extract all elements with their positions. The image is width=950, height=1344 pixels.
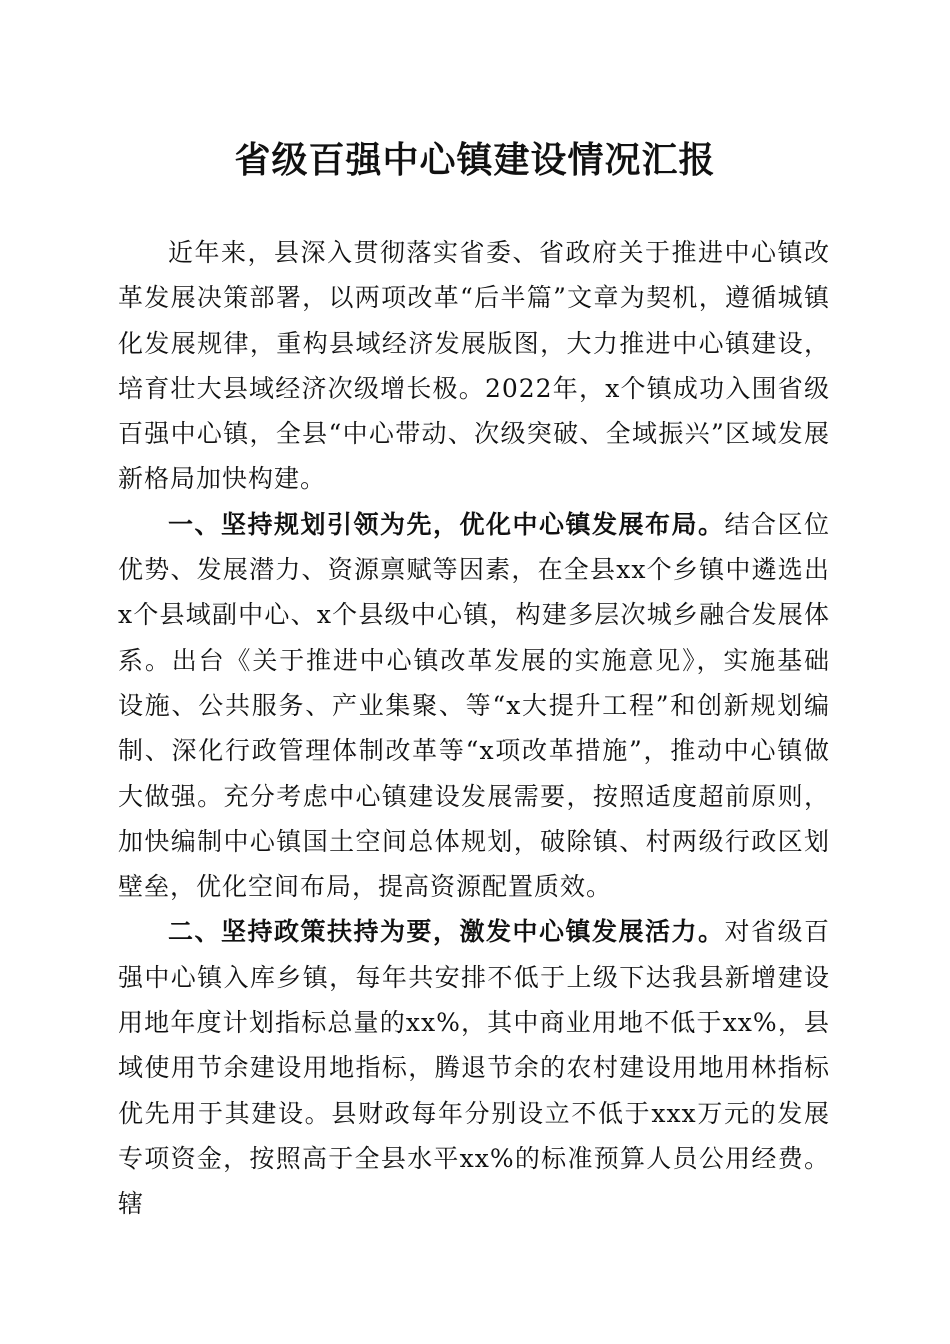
intro-paragraph	[118, 230, 830, 502]
section-one-text: 结合区位优势、发展潜力、资源禀赋等因素，在全县xx个乡镇中遴选出x个县域副中心、x个县级中心镇，构建多层次城乡融合发展体系。出台《关于推进中心镇改革发展的实施意见》，实施基础设施、公共服务、产业集聚、等“x大提升工程”和创新规划编制、深化行政管理体制改革等“x项改革措施”，推动中心镇做大做强。充分考虑中心镇建设发展需要，按照适度超前原则，加快编制中心镇国土空间总体规划，破除镇、村两级行政区划壁垒，优化空间布局，提高资源配置质效。	[118, 509, 830, 902]
section-two-paragraph	[118, 909, 830, 1226]
document-body	[118, 230, 830, 1227]
document-title: 省级百强中心镇建设情况汇报	[234, 139, 716, 181]
section-one-heading: 一、坚持规划引领为先，优化中心镇发展布局。	[168, 509, 725, 539]
section-two-heading: 二、坚持政策扶持为要，激发中心镇发展活力。	[168, 917, 725, 947]
section-two-text: 对省级百强中心镇入库乡镇，每年共安排不低于上级下达我县新增建设用地年度计划指标总量的xx%，其中商业用地不低于xx%，县域使用节余建设用地指标，腾退节余的农村建设用地用林指标优先用于其建设。县财政每年分别设立不低于xxx万元的发展专项资金，按照高于全县水平xx%的标准预算人员公用经费。辖	[118, 917, 830, 1219]
section-one-paragraph	[118, 502, 830, 910]
intro-paragraph-text: 近年来，县深入贯彻落实省委、省政府关于推进中心镇改革发展决策部署，以两项改革“后半篇”文章为契机，遵循城镇化发展规律，重构县域经济发展版图，大力推进中心镇建设，培育壮大县域经济次级增长极。2022年，x个镇成功入围省级百强中心镇，全县“中心带动、次级突破、全域振兴”区域发展新格局加快构建。	[118, 238, 830, 494]
